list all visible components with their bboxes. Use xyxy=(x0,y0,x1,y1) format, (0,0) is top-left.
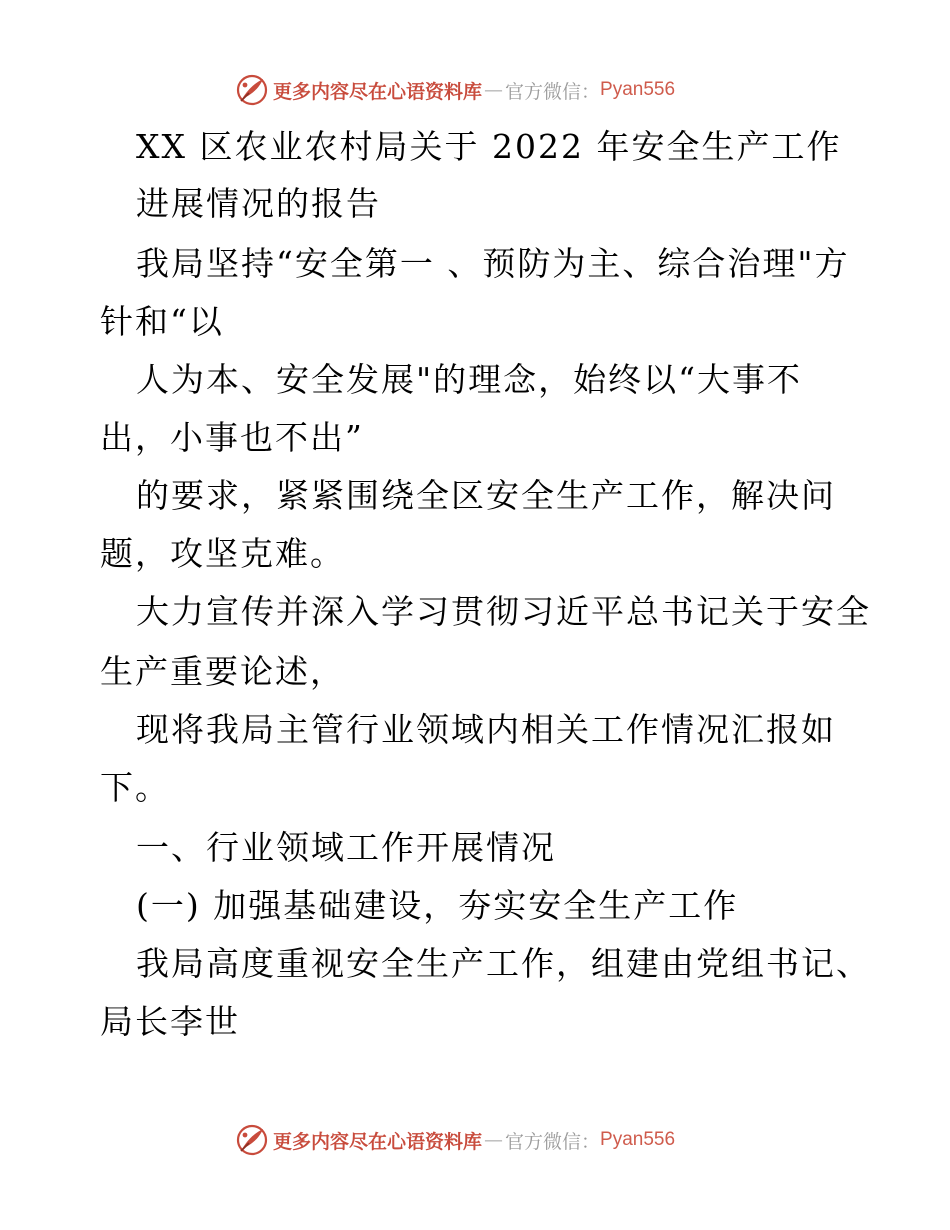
paragraph-line: 的要求，紧紧围绕全区安全生产工作，解决问 xyxy=(136,476,836,515)
document-title-line-2: 进展情况的报告 xyxy=(136,184,381,223)
paragraph-line: 人为本、安全发展"的理念，始终以“大事不 xyxy=(136,360,803,399)
watermark-dash: — xyxy=(484,1129,504,1151)
paragraph-line: 生产重要论述， xyxy=(100,652,345,691)
watermark-contact-handle: Pyan556 xyxy=(600,1129,676,1150)
watermark-contact-label: 官方微信： xyxy=(505,1130,601,1153)
watermark-brand-text: 更多内容尽在心语资料库 xyxy=(273,80,483,103)
section-heading: 一、行业领域工作开展情况 xyxy=(136,828,556,867)
paragraph-line: 我局高度重视安全生产工作，组建由党组书记、 xyxy=(136,944,871,983)
paragraph-line: 局长李世 xyxy=(100,1002,240,1041)
feather-pen-logo-icon xyxy=(235,1123,269,1157)
paragraph-line: 题，攻坚克难。 xyxy=(100,534,345,573)
footer-watermark xyxy=(235,1122,675,1158)
paragraph-line: 我局坚持“安全第一 、预防为主、综合治理"方 xyxy=(136,244,850,283)
document-title-line-1: XX 区农业农村局关于 2022 年安全生产工作 xyxy=(136,127,842,166)
paragraph-line: 下。 xyxy=(100,768,170,807)
paragraph-line: 出，小事也不出” xyxy=(100,418,364,457)
subsection-heading: (一) 加强基础建设，夯实安全生产工作 xyxy=(136,886,739,925)
header-watermark xyxy=(235,72,675,108)
watermark-contact-handle: Pyan556 xyxy=(600,79,676,100)
watermark-contact-label: 官方微信： xyxy=(505,80,601,103)
paragraph-line: 现将我局主管行业领域内相关工作情况汇报如 xyxy=(136,710,836,749)
watermark-dash: — xyxy=(484,79,504,101)
paragraph-line: 大力宣传并深入学习贯彻习近平总书记关于安全 xyxy=(136,592,871,631)
watermark-brand-text: 更多内容尽在心语资料库 xyxy=(273,1130,483,1153)
feather-pen-logo-icon xyxy=(235,73,269,107)
paragraph-line: 针和“以 xyxy=(100,302,224,341)
